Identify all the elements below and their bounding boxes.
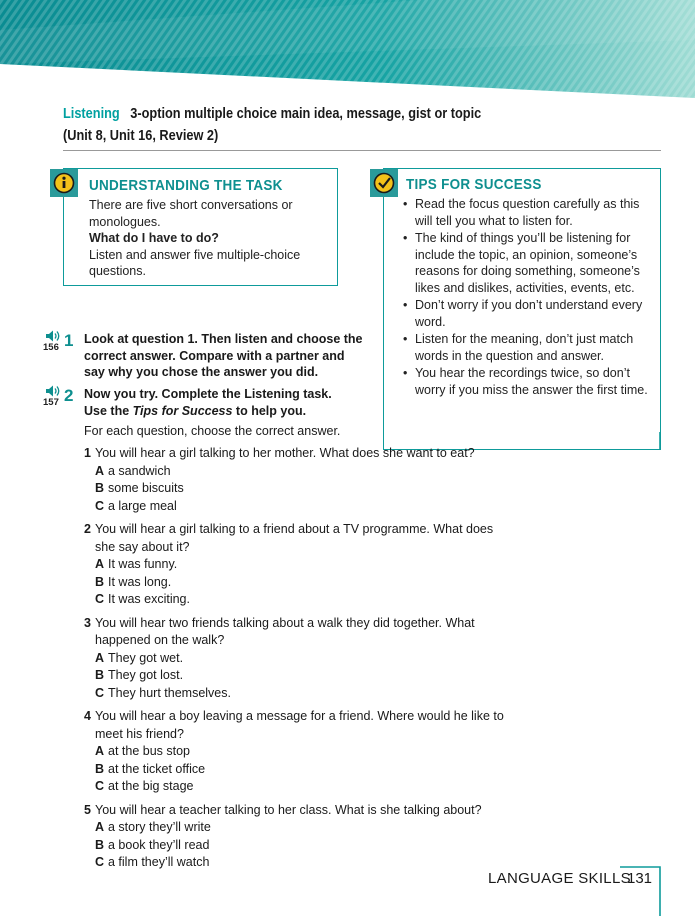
question-number: 3 <box>84 615 91 630</box>
option-letter: B <box>95 837 105 852</box>
option-text: at the bus stop <box>108 744 191 758</box>
tip-item: • Listen for the meaning, don’t just match words in the question and answer. <box>402 331 654 364</box>
question-item <box>84 615 514 703</box>
option-text: It was exciting. <box>108 592 190 606</box>
option-letter: A <box>95 744 105 758</box>
option-text: It was funny. <box>108 557 178 571</box>
option-letter: A <box>95 650 105 665</box>
tip-item: • Don’t worry if you don’t understand every word. <box>402 297 654 330</box>
answer-option[interactable] <box>84 761 514 779</box>
exercise-number: 1 <box>64 331 74 350</box>
option-letter: A <box>95 557 105 571</box>
option-text: They got lost. <box>108 668 184 682</box>
question-number: 4 <box>84 709 91 723</box>
answer-option[interactable] <box>84 463 514 481</box>
task-box-subheading: What do I have to do? <box>89 231 219 245</box>
option-letter: A <box>95 463 105 478</box>
answer-option[interactable] <box>84 854 514 872</box>
question-stem: You will hear a girl talking to her mother. What does she want to eat? <box>95 446 475 460</box>
question-item <box>84 708 514 796</box>
option-letter: B <box>95 574 105 589</box>
exercise-2-text-part: to help you. <box>232 403 307 418</box>
question-item <box>84 521 514 609</box>
task-box-title: UNDERSTANDING THE TASK <box>89 177 283 194</box>
tips-list <box>402 196 654 399</box>
exercise-2-text <box>84 386 344 419</box>
checkmark-icon <box>370 169 398 197</box>
option-text: It was long. <box>108 574 172 589</box>
audio-speaker-icon[interactable] <box>43 329 65 343</box>
question-item <box>84 802 514 872</box>
option-text: a sandwich <box>108 463 171 478</box>
question-stem: You will hear a boy leaving a message for a friend. Where would he like to meet his friend? <box>95 709 504 741</box>
answer-option[interactable] <box>84 743 514 761</box>
option-letter: B <box>95 668 105 682</box>
option-letter: B <box>95 761 105 776</box>
option-letter: C <box>95 779 105 793</box>
heading-lead: Listening <box>63 106 120 122</box>
question-number: 5 <box>84 802 91 817</box>
section-heading <box>63 103 591 147</box>
question-stem: You will hear a girl talking to a friend about a TV programme. What does she say about it? <box>95 522 494 554</box>
option-letter: A <box>95 820 105 834</box>
question-list <box>84 445 514 878</box>
answer-option[interactable] <box>84 778 514 796</box>
option-letter: C <box>95 498 105 513</box>
question-stem: You will hear a teacher talking to her class. What is she talking about? <box>95 802 482 817</box>
answer-option[interactable] <box>84 685 514 703</box>
option-text: a book they’ll read <box>108 837 210 852</box>
understanding-task-box <box>63 168 338 286</box>
task-box-text <box>89 197 324 280</box>
answer-option[interactable] <box>84 591 514 609</box>
option-text: They got wet. <box>108 650 184 665</box>
audio-track-number: 157 <box>43 397 59 408</box>
exercise-number: 2 <box>64 386 74 405</box>
tips-box-title: TIPS FOR SUCCESS <box>406 176 542 193</box>
task-instruction: For each question, choose the correct answer. <box>84 424 341 438</box>
audio-track-number: 156 <box>43 342 59 353</box>
question-stem: You will hear two friends talking about a walk they did together. What happened on the walk? <box>95 615 475 647</box>
option-letter: C <box>95 685 105 700</box>
heading-divider <box>63 150 661 151</box>
option-text: They hurt themselves. <box>108 685 231 700</box>
exercise-2-text-part: Now you try. Complete the Listening task. Use the <box>84 387 332 418</box>
info-icon <box>50 169 78 197</box>
tip-item: • Read the focus question carefully as this will tell you what to listen for. <box>402 196 654 229</box>
page-number: 131 <box>627 870 653 887</box>
option-letter: C <box>95 855 105 869</box>
tips-box-corner <box>652 432 662 452</box>
heading-units: (Unit 8, Unit 16, Review 2) <box>63 128 219 144</box>
option-text: a story they’ll write <box>108 820 211 834</box>
exercise-2-italic: Tips for Success <box>132 403 233 418</box>
answer-option[interactable] <box>84 498 514 516</box>
answer-option[interactable] <box>84 480 514 498</box>
question-number: 1 <box>84 446 91 460</box>
task-box-line1: There are five short conversations or monologues. <box>89 198 293 229</box>
answer-option[interactable] <box>84 837 514 855</box>
tips-box <box>383 168 661 450</box>
answer-option[interactable] <box>84 574 514 592</box>
option-text: a film they’ll watch <box>108 855 210 869</box>
footer-section-label: LANGUAGE SKILLS <box>488 870 631 887</box>
question-item <box>84 445 514 515</box>
tip-item: • You hear the recordings twice, so don’t worry if you miss the answer the first time. <box>402 365 654 398</box>
option-letter: B <box>95 481 105 495</box>
heading-title: 3-option multiple choice main idea, message, gist or topic <box>130 106 482 122</box>
exercise-1-text: Look at question 1. Then listen and choose the correct answer. Compare with a partner and say why you chose the answer you did. <box>84 332 363 379</box>
answer-option[interactable] <box>84 556 514 574</box>
header-banner <box>0 0 695 100</box>
answer-option[interactable] <box>84 667 514 685</box>
task-box-line2: Listen and answer five multiple-choice questions. <box>89 247 301 278</box>
option-text: a large meal <box>108 498 177 513</box>
answer-option[interactable] <box>84 819 514 837</box>
option-text: at the ticket office <box>108 761 206 776</box>
option-text: at the big stage <box>108 779 194 793</box>
question-number: 2 <box>84 522 91 536</box>
option-text: some biscuits <box>108 481 184 495</box>
audio-speaker-icon[interactable] <box>43 384 65 398</box>
option-letter: C <box>95 592 105 606</box>
answer-option[interactable] <box>84 650 514 668</box>
tip-item: • The kind of things you’ll be listening for include the topic, an opinion, someone’s reasons for doing something, someone’s likes and dislikes, activities, events, etc. <box>402 230 654 296</box>
